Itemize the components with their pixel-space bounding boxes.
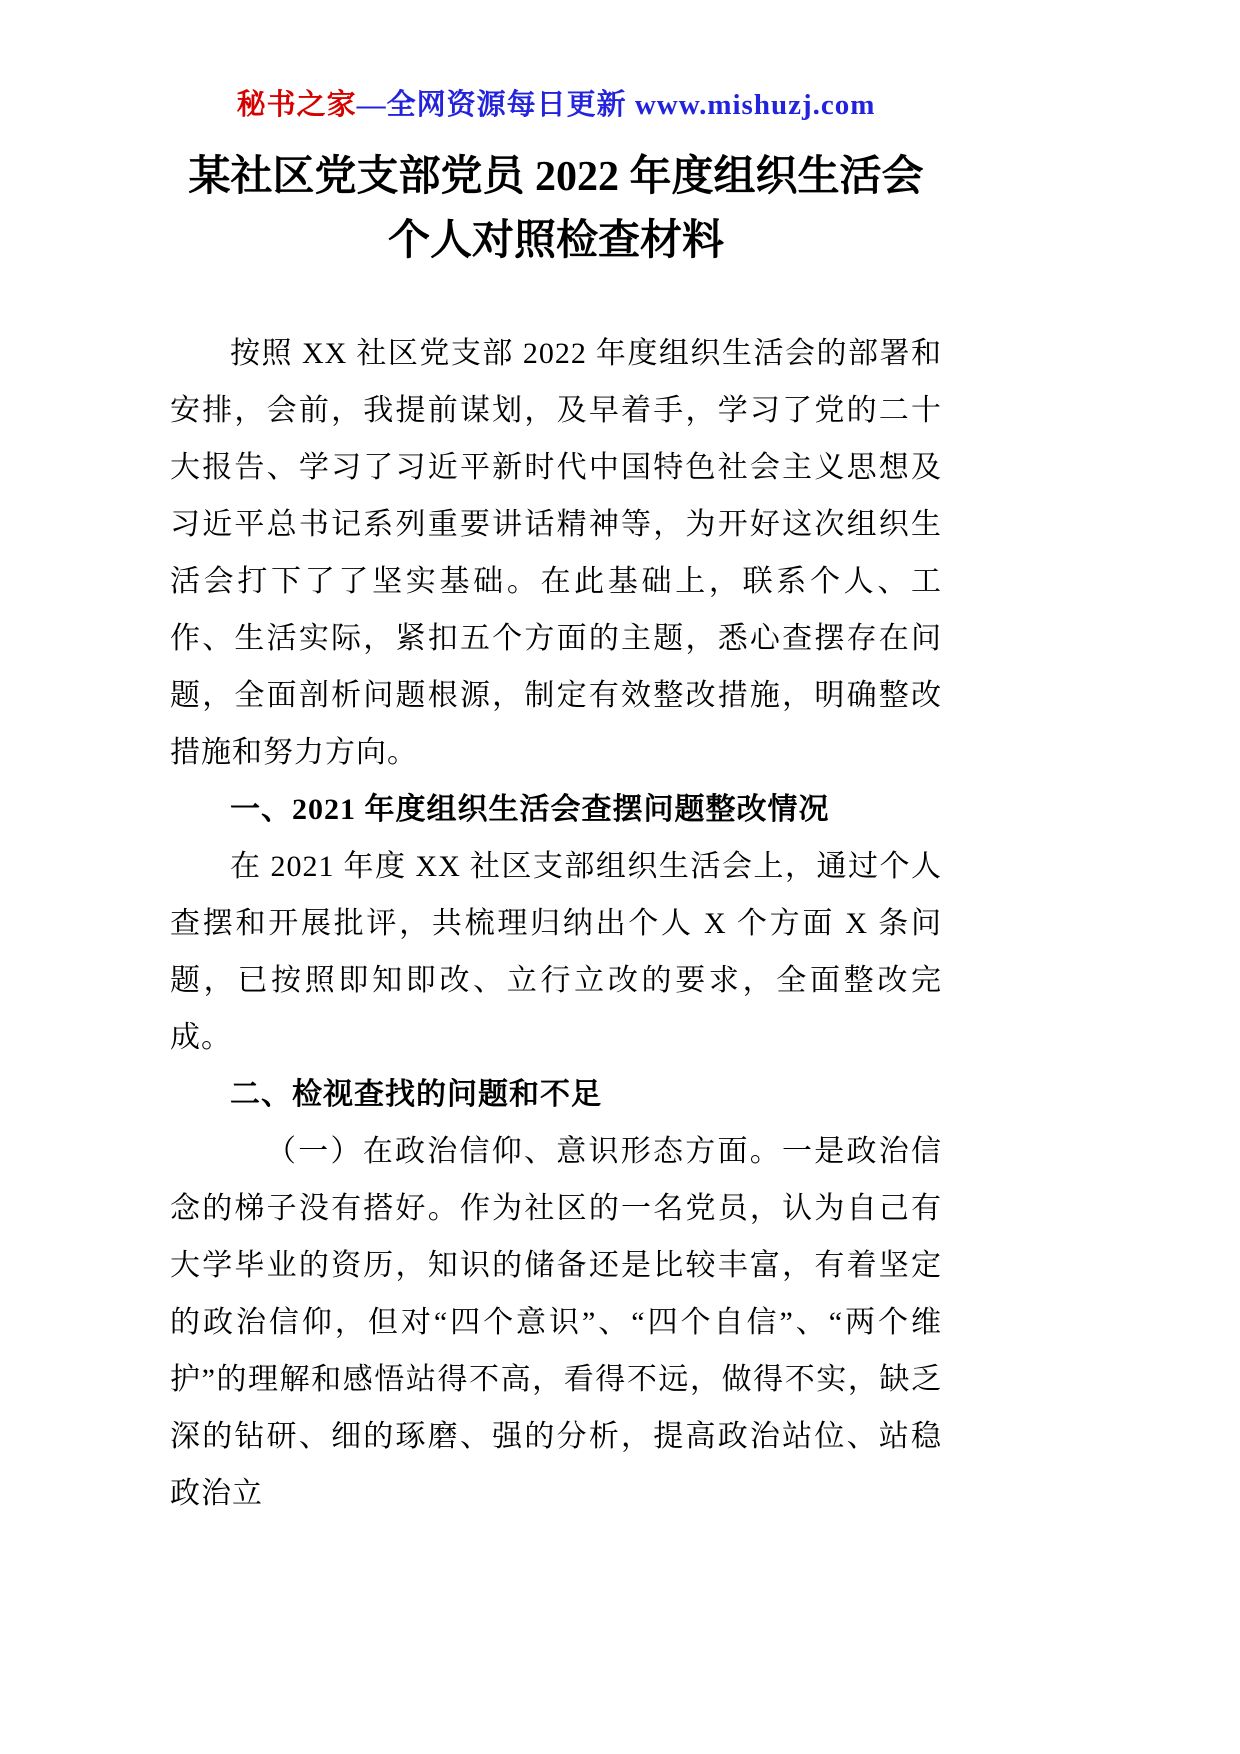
section-heading-1: 一、2021 年度组织生活会查摆问题整改情况 [230,793,830,826]
document-title-line-2: 个人对照检查材料 [387,218,724,264]
document-title-line-1: 某社区党支部党员 2022 年度组织生活会 [188,154,924,200]
site-tagline: —全网资源每日更新 www.mishuzj.com [356,89,876,121]
paragraph-intro: 按照 XX 社区党支部 2022 年度组织生活会的部署和安排，会前，我提前谋划，及早着手，学习了党的二十大报告、学习了习近平新时代中国特色社会主义思想及习近平总书记系列重要讲话精神等，为开好这次组织生活会打下了了坚实基础。在此基础上，联系个人、工作、生活实际，紧扣五个方面的主题，悉心查摆存在问题，全面剖析问题根源，制定有效整改措施，明确整改措施和努力方向。 [170,337,942,769]
paragraph-section-1: 在 2021 年度 XX 社区支部组织生活会上，通过个人查摆和开展批评，共梳理归纳出个人 X 个方面 X 条问题，已按照即知即改、立行立改的要求，全面整改完成。 [170,850,942,1054]
site-header [170,0,942,123]
document-title [170,145,942,273]
site-brand: 秘书之家 [236,89,357,121]
paragraph-section-2-item-1: （一）在政治信仰、意识形态方面。一是政治信念的梯子没有搭好。作为社区的一名党员，认为自己有大学毕业的资历，知识的储备还是比较丰富，有着坚定的政治信仰，但对“四个意识”、“四个自信”、“两个维护”的理解和感悟站得不高，看得不远，做得不实，缺乏深的钻研、细的琢磨、强的分析，提高政治站位、站稳政治立 [170,1135,942,1510]
section-heading-2: 二、检视查找的问题和不足 [230,1078,602,1111]
